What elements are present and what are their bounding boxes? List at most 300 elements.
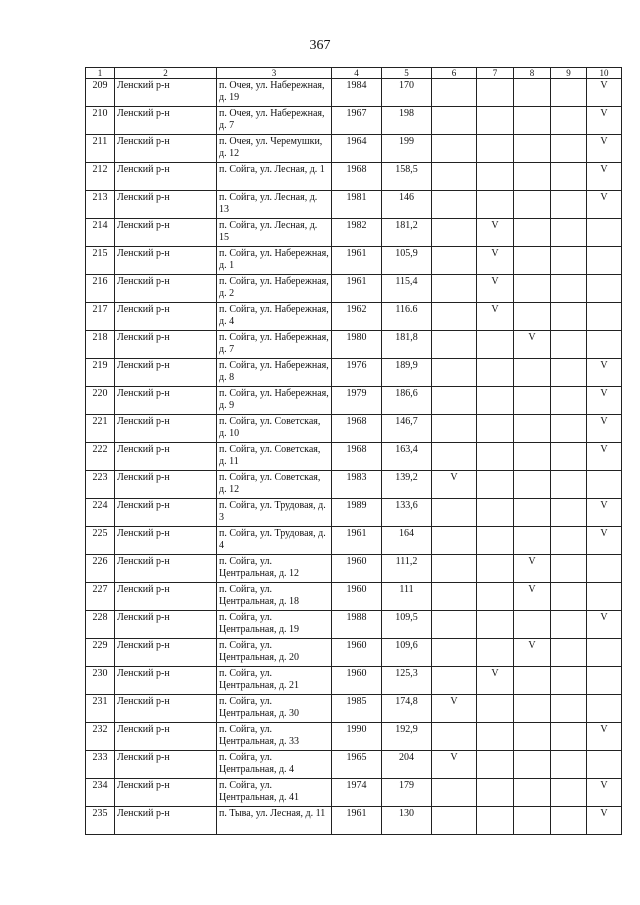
- area-cell: 116.6: [382, 303, 432, 331]
- empty-cell: [477, 387, 514, 415]
- area-cell: 146,7: [382, 415, 432, 443]
- district-cell: Ленский р-н: [115, 751, 217, 779]
- address-cell: п. Сойга, ул. Центральная, д. 20: [217, 639, 332, 667]
- district-cell: Ленский р-н: [115, 723, 217, 751]
- year-cell: 1982: [332, 219, 382, 247]
- row-number-cell: 217: [86, 303, 115, 331]
- row-number-cell: 225: [86, 527, 115, 555]
- empty-cell: [477, 359, 514, 387]
- district-cell: Ленский р-н: [115, 415, 217, 443]
- area-cell: 146: [382, 191, 432, 219]
- check-mark-cell: V: [587, 135, 622, 163]
- empty-cell: [514, 751, 551, 779]
- area-cell: 179: [382, 779, 432, 807]
- row-number-cell: 228: [86, 611, 115, 639]
- address-cell: п. Сойга, ул. Центральная, д. 33: [217, 723, 332, 751]
- row-number-cell: 230: [86, 667, 115, 695]
- district-cell: Ленский р-н: [115, 443, 217, 471]
- empty-cell: [432, 303, 477, 331]
- district-cell: Ленский р-н: [115, 275, 217, 303]
- year-cell: 1960: [332, 639, 382, 667]
- check-mark-cell: V: [587, 191, 622, 219]
- empty-cell: [587, 639, 622, 667]
- row-number-cell: 219: [86, 359, 115, 387]
- area-cell: 186,6: [382, 387, 432, 415]
- address-cell: п. Очея, ул. Набережная, д. 19: [217, 79, 332, 107]
- district-cell: Ленский р-н: [115, 359, 217, 387]
- table-body: [86, 79, 622, 835]
- check-mark-cell: V: [587, 723, 622, 751]
- empty-cell: [514, 695, 551, 723]
- column-number-header: 6: [432, 68, 477, 79]
- empty-cell: [514, 387, 551, 415]
- page-number: 367: [309, 38, 331, 53]
- empty-cell: [432, 331, 477, 359]
- table-row: [86, 135, 622, 163]
- row-number-cell: 220: [86, 387, 115, 415]
- empty-cell: [551, 527, 587, 555]
- empty-cell: [514, 163, 551, 191]
- area-cell: 158,5: [382, 163, 432, 191]
- table-row: [86, 667, 622, 695]
- row-number-cell: 227: [86, 583, 115, 611]
- column-number-header: 1: [86, 68, 115, 79]
- empty-cell: [477, 135, 514, 163]
- check-mark-cell: V: [477, 303, 514, 331]
- empty-cell: [514, 191, 551, 219]
- empty-cell: [514, 135, 551, 163]
- empty-cell: [551, 555, 587, 583]
- empty-cell: [587, 555, 622, 583]
- address-cell: п. Сойга, ул. Набережная, д. 9: [217, 387, 332, 415]
- address-cell: п. Сойга, ул. Лесная, д. 13: [217, 191, 332, 219]
- area-cell: 111: [382, 583, 432, 611]
- table-row: [86, 723, 622, 751]
- district-cell: Ленский р-н: [115, 331, 217, 359]
- row-number-cell: 215: [86, 247, 115, 275]
- empty-cell: [551, 779, 587, 807]
- year-cell: 1980: [332, 331, 382, 359]
- district-cell: Ленский р-н: [115, 583, 217, 611]
- empty-cell: [551, 499, 587, 527]
- year-cell: 1967: [332, 107, 382, 135]
- area-cell: 109,6: [382, 639, 432, 667]
- district-cell: Ленский р-н: [115, 191, 217, 219]
- table-row: [86, 219, 622, 247]
- check-mark-cell: V: [587, 807, 622, 835]
- year-cell: 1990: [332, 723, 382, 751]
- empty-cell: [477, 443, 514, 471]
- area-cell: 111,2: [382, 555, 432, 583]
- area-cell: 189,9: [382, 359, 432, 387]
- address-cell: п. Очея, ул. Черемушки, д. 12: [217, 135, 332, 163]
- district-cell: Ленский р-н: [115, 107, 217, 135]
- empty-cell: [514, 443, 551, 471]
- address-cell: п. Сойга, ул. Лесная, д. 1: [217, 163, 332, 191]
- check-mark-cell: V: [587, 415, 622, 443]
- empty-cell: [477, 191, 514, 219]
- year-cell: 1965: [332, 751, 382, 779]
- empty-cell: [551, 415, 587, 443]
- table-row: [86, 331, 622, 359]
- district-cell: Ленский р-н: [115, 611, 217, 639]
- empty-cell: [432, 107, 477, 135]
- row-number-cell: 210: [86, 107, 115, 135]
- empty-cell: [477, 583, 514, 611]
- district-cell: Ленский р-н: [115, 471, 217, 499]
- empty-cell: [432, 219, 477, 247]
- empty-cell: [432, 611, 477, 639]
- table-row: [86, 247, 622, 275]
- table-row: [86, 471, 622, 499]
- address-cell: п. Сойга, ул. Набережная, д. 8: [217, 359, 332, 387]
- table-row: [86, 359, 622, 387]
- empty-cell: [477, 79, 514, 107]
- empty-cell: [587, 751, 622, 779]
- table-row: [86, 779, 622, 807]
- district-cell: Ленский р-н: [115, 247, 217, 275]
- district-cell: Ленский р-н: [115, 163, 217, 191]
- empty-cell: [551, 303, 587, 331]
- check-mark-cell: V: [477, 275, 514, 303]
- address-cell: п. Сойга, ул. Трудовая, д. 4: [217, 527, 332, 555]
- row-number-cell: 223: [86, 471, 115, 499]
- year-cell: 1981: [332, 191, 382, 219]
- column-number-header: 8: [514, 68, 551, 79]
- check-mark-cell: V: [587, 79, 622, 107]
- empty-cell: [432, 723, 477, 751]
- district-cell: Ленский р-н: [115, 387, 217, 415]
- empty-cell: [432, 639, 477, 667]
- year-cell: 1979: [332, 387, 382, 415]
- area-cell: 139,2: [382, 471, 432, 499]
- area-cell: 109,5: [382, 611, 432, 639]
- column-number-header: 10: [587, 68, 622, 79]
- year-cell: 1985: [332, 695, 382, 723]
- district-cell: Ленский р-н: [115, 135, 217, 163]
- address-cell: п. Сойга, ул. Лесная, д. 15: [217, 219, 332, 247]
- table-row: [86, 639, 622, 667]
- empty-cell: [551, 219, 587, 247]
- empty-cell: [551, 667, 587, 695]
- empty-cell: [587, 303, 622, 331]
- empty-cell: [551, 723, 587, 751]
- check-mark-cell: V: [587, 779, 622, 807]
- table-row: [86, 499, 622, 527]
- empty-cell: [551, 695, 587, 723]
- address-cell: п. Тыва, ул. Лесная, д. 11: [217, 807, 332, 835]
- empty-cell: [477, 751, 514, 779]
- empty-cell: [432, 583, 477, 611]
- year-cell: 1962: [332, 303, 382, 331]
- row-number-cell: 221: [86, 415, 115, 443]
- table-row: [86, 387, 622, 415]
- area-cell: 163,4: [382, 443, 432, 471]
- empty-cell: [432, 779, 477, 807]
- row-number-cell: 209: [86, 79, 115, 107]
- empty-cell: [551, 359, 587, 387]
- empty-cell: [551, 387, 587, 415]
- area-cell: 199: [382, 135, 432, 163]
- year-cell: 1984: [332, 79, 382, 107]
- year-cell: 1976: [332, 359, 382, 387]
- empty-cell: [587, 247, 622, 275]
- empty-cell: [551, 471, 587, 499]
- empty-cell: [432, 527, 477, 555]
- row-number-cell: 212: [86, 163, 115, 191]
- empty-cell: [514, 415, 551, 443]
- table-row: [86, 107, 622, 135]
- district-cell: Ленский р-н: [115, 555, 217, 583]
- year-cell: 1988: [332, 611, 382, 639]
- empty-cell: [551, 247, 587, 275]
- empty-cell: [477, 695, 514, 723]
- empty-cell: [514, 247, 551, 275]
- empty-cell: [477, 723, 514, 751]
- address-cell: п. Сойга, ул. Набережная, д. 7: [217, 331, 332, 359]
- check-mark-cell: V: [432, 471, 477, 499]
- year-cell: 1974: [332, 779, 382, 807]
- district-cell: Ленский р-н: [115, 807, 217, 835]
- year-cell: 1961: [332, 247, 382, 275]
- empty-cell: [551, 191, 587, 219]
- empty-cell: [477, 611, 514, 639]
- year-cell: 1960: [332, 555, 382, 583]
- table-row: [86, 695, 622, 723]
- column-number-header: 3: [217, 68, 332, 79]
- empty-cell: [432, 163, 477, 191]
- empty-cell: [514, 667, 551, 695]
- check-mark-cell: V: [432, 695, 477, 723]
- empty-cell: [477, 527, 514, 555]
- year-cell: 1960: [332, 583, 382, 611]
- row-number-cell: 226: [86, 555, 115, 583]
- table-row: [86, 191, 622, 219]
- area-cell: 181,2: [382, 219, 432, 247]
- row-number-cell: 232: [86, 723, 115, 751]
- column-number-row: [86, 68, 622, 79]
- empty-cell: [514, 527, 551, 555]
- empty-cell: [587, 331, 622, 359]
- table-row: [86, 303, 622, 331]
- row-number-cell: 234: [86, 779, 115, 807]
- empty-cell: [432, 443, 477, 471]
- column-number-header: 4: [332, 68, 382, 79]
- address-cell: п. Сойга, ул. Советская, д. 11: [217, 443, 332, 471]
- empty-cell: [514, 219, 551, 247]
- empty-cell: [551, 807, 587, 835]
- district-cell: Ленский р-н: [115, 779, 217, 807]
- address-cell: п. Сойга, ул. Набережная, д. 4: [217, 303, 332, 331]
- check-mark-cell: V: [477, 667, 514, 695]
- empty-cell: [477, 807, 514, 835]
- check-mark-cell: V: [514, 639, 551, 667]
- area-cell: 192,9: [382, 723, 432, 751]
- address-cell: п. Сойга, ул. Набережная, д. 1: [217, 247, 332, 275]
- year-cell: 1983: [332, 471, 382, 499]
- table-row: [86, 275, 622, 303]
- check-mark-cell: V: [587, 527, 622, 555]
- row-number-cell: 224: [86, 499, 115, 527]
- area-cell: 105,9: [382, 247, 432, 275]
- year-cell: 1968: [332, 415, 382, 443]
- empty-cell: [432, 359, 477, 387]
- row-number-cell: 233: [86, 751, 115, 779]
- row-number-cell: 229: [86, 639, 115, 667]
- table-row: [86, 415, 622, 443]
- year-cell: 1961: [332, 807, 382, 835]
- year-cell: 1961: [332, 527, 382, 555]
- check-mark-cell: V: [587, 387, 622, 415]
- area-cell: 133,6: [382, 499, 432, 527]
- area-cell: 115,4: [382, 275, 432, 303]
- check-mark-cell: V: [587, 359, 622, 387]
- district-cell: Ленский р-н: [115, 695, 217, 723]
- area-cell: 181,8: [382, 331, 432, 359]
- year-cell: 1960: [332, 667, 382, 695]
- address-cell: п. Сойга, ул. Центральная, д. 21: [217, 667, 332, 695]
- check-mark-cell: V: [514, 331, 551, 359]
- empty-cell: [551, 443, 587, 471]
- row-number-cell: 211: [86, 135, 115, 163]
- empty-cell: [587, 275, 622, 303]
- housing-register-table: [85, 67, 622, 835]
- empty-cell: [587, 583, 622, 611]
- empty-cell: [514, 275, 551, 303]
- column-number-header: 9: [551, 68, 587, 79]
- district-cell: Ленский р-н: [115, 79, 217, 107]
- year-cell: 1989: [332, 499, 382, 527]
- empty-cell: [551, 135, 587, 163]
- area-cell: 170: [382, 79, 432, 107]
- empty-cell: [432, 555, 477, 583]
- address-cell: п. Сойга, ул. Трудовая, д. 3: [217, 499, 332, 527]
- district-cell: Ленский р-н: [115, 639, 217, 667]
- table-row: [86, 583, 622, 611]
- address-cell: п. Очея, ул. Набережная, д. 7: [217, 107, 332, 135]
- check-mark-cell: V: [587, 443, 622, 471]
- district-cell: Ленский р-н: [115, 303, 217, 331]
- district-cell: Ленский р-н: [115, 219, 217, 247]
- year-cell: 1961: [332, 275, 382, 303]
- empty-cell: [477, 107, 514, 135]
- check-mark-cell: V: [477, 247, 514, 275]
- empty-cell: [587, 667, 622, 695]
- address-cell: п. Сойга, ул. Советская, д. 10: [217, 415, 332, 443]
- empty-cell: [432, 415, 477, 443]
- year-cell: 1964: [332, 135, 382, 163]
- empty-cell: [514, 303, 551, 331]
- empty-cell: [477, 331, 514, 359]
- check-mark-cell: V: [587, 499, 622, 527]
- year-cell: 1968: [332, 443, 382, 471]
- empty-cell: [432, 247, 477, 275]
- empty-cell: [551, 331, 587, 359]
- row-number-cell: 214: [86, 219, 115, 247]
- empty-cell: [514, 107, 551, 135]
- district-cell: Ленский р-н: [115, 667, 217, 695]
- empty-cell: [477, 499, 514, 527]
- table-row: [86, 807, 622, 835]
- empty-cell: [514, 723, 551, 751]
- table-row: [86, 79, 622, 107]
- address-cell: п. Сойга, ул. Центральная, д. 19: [217, 611, 332, 639]
- row-number-cell: 213: [86, 191, 115, 219]
- district-cell: Ленский р-н: [115, 499, 217, 527]
- row-number-cell: 218: [86, 331, 115, 359]
- check-mark-cell: V: [477, 219, 514, 247]
- empty-cell: [514, 499, 551, 527]
- column-number-header: 7: [477, 68, 514, 79]
- empty-cell: [514, 807, 551, 835]
- empty-cell: [477, 779, 514, 807]
- address-cell: п. Сойга, ул. Центральная, д. 18: [217, 583, 332, 611]
- row-number-cell: 222: [86, 443, 115, 471]
- empty-cell: [514, 611, 551, 639]
- address-cell: п. Сойга, ул. Центральная, д. 12: [217, 555, 332, 583]
- empty-cell: [514, 79, 551, 107]
- address-cell: п. Сойга, ул. Центральная, д. 4: [217, 751, 332, 779]
- area-cell: 174,8: [382, 695, 432, 723]
- column-number-header: 2: [115, 68, 217, 79]
- empty-cell: [432, 499, 477, 527]
- empty-cell: [551, 107, 587, 135]
- check-mark-cell: V: [432, 751, 477, 779]
- empty-cell: [551, 751, 587, 779]
- table-row: [86, 527, 622, 555]
- row-number-cell: 231: [86, 695, 115, 723]
- table-row: [86, 163, 622, 191]
- empty-cell: [587, 471, 622, 499]
- row-number-cell: 235: [86, 807, 115, 835]
- check-mark-cell: V: [514, 555, 551, 583]
- empty-cell: [432, 79, 477, 107]
- empty-cell: [477, 639, 514, 667]
- empty-cell: [514, 471, 551, 499]
- table-row: [86, 555, 622, 583]
- empty-cell: [587, 695, 622, 723]
- empty-cell: [432, 275, 477, 303]
- address-cell: п. Сойга, ул. Советская, д. 12: [217, 471, 332, 499]
- area-cell: 125,3: [382, 667, 432, 695]
- empty-cell: [477, 163, 514, 191]
- empty-cell: [551, 639, 587, 667]
- area-cell: 164: [382, 527, 432, 555]
- empty-cell: [477, 415, 514, 443]
- area-cell: 204: [382, 751, 432, 779]
- area-cell: 198: [382, 107, 432, 135]
- empty-cell: [551, 583, 587, 611]
- empty-cell: [551, 611, 587, 639]
- empty-cell: [432, 191, 477, 219]
- address-cell: п. Сойга, ул. Центральная, д. 41: [217, 779, 332, 807]
- empty-cell: [551, 79, 587, 107]
- empty-cell: [477, 555, 514, 583]
- empty-cell: [551, 275, 587, 303]
- address-cell: п. Сойга, ул. Центральная, д. 30: [217, 695, 332, 723]
- row-number-cell: 216: [86, 275, 115, 303]
- table-row: [86, 611, 622, 639]
- table-row: [86, 751, 622, 779]
- empty-cell: [514, 779, 551, 807]
- year-cell: 1968: [332, 163, 382, 191]
- empty-cell: [477, 471, 514, 499]
- table-row: [86, 443, 622, 471]
- empty-cell: [432, 807, 477, 835]
- empty-cell: [432, 387, 477, 415]
- check-mark-cell: V: [514, 583, 551, 611]
- empty-cell: [551, 163, 587, 191]
